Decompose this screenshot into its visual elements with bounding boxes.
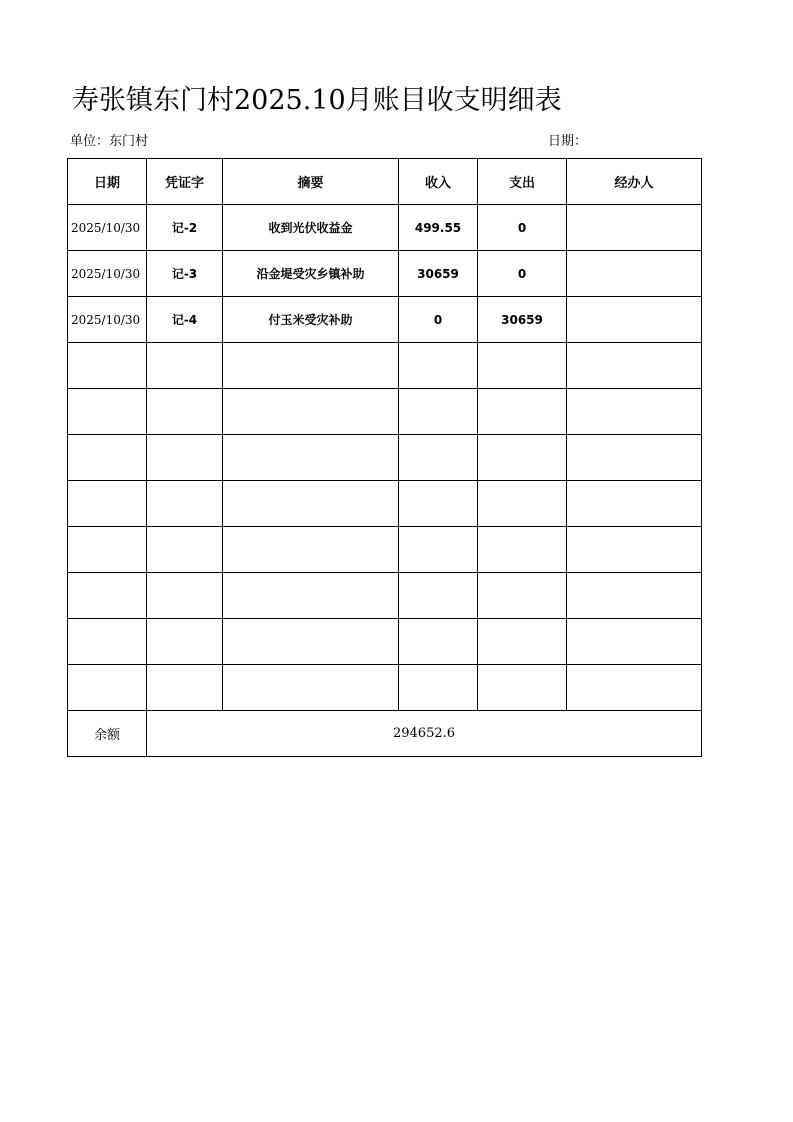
table-row xyxy=(68,527,702,573)
cell-income xyxy=(399,389,478,435)
cell-handler xyxy=(567,527,702,573)
cell-handler xyxy=(567,205,702,251)
cell-summary: 沿金堤受灾乡镇补助 xyxy=(223,251,399,297)
cell-handler xyxy=(567,481,702,527)
unit-label: 单位：东门村 xyxy=(70,134,149,149)
table-row xyxy=(68,205,702,251)
cell-income xyxy=(399,573,478,619)
cell-date xyxy=(68,389,147,435)
cell-expense: 0 xyxy=(478,205,567,251)
cell-summary xyxy=(223,527,399,573)
cell-date xyxy=(68,619,147,665)
cell-handler xyxy=(567,619,702,665)
cell-summary xyxy=(223,389,399,435)
cell-voucher xyxy=(147,527,223,573)
cell-date xyxy=(68,481,147,527)
cell-handler xyxy=(567,297,702,343)
cell-expense xyxy=(478,573,567,619)
balance-label: 余额 xyxy=(68,711,147,757)
column-header-handler: 经办人 xyxy=(567,159,702,205)
cell-handler xyxy=(567,665,702,711)
cell-handler xyxy=(567,343,702,389)
cell-summary: 收到光伏收益金 xyxy=(223,205,399,251)
cell-summary: 付玉米受灾补助 xyxy=(223,297,399,343)
cell-date xyxy=(68,573,147,619)
cell-summary xyxy=(223,573,399,619)
column-header-summary: 摘要 xyxy=(223,159,399,205)
cell-date: 2025/10/30 xyxy=(68,297,147,343)
cell-voucher xyxy=(147,481,223,527)
table-row xyxy=(68,343,702,389)
cell-voucher xyxy=(147,573,223,619)
table-row xyxy=(68,573,702,619)
cell-summary xyxy=(223,435,399,481)
cell-income xyxy=(399,527,478,573)
balance-value: 294652.6 xyxy=(147,711,702,757)
cell-expense xyxy=(478,389,567,435)
cell-summary xyxy=(223,619,399,665)
column-header-income: 收入 xyxy=(399,159,478,205)
cell-voucher: 记-4 xyxy=(147,297,223,343)
cell-handler xyxy=(567,389,702,435)
cell-expense xyxy=(478,343,567,389)
column-header-voucher: 凭证字 xyxy=(147,159,223,205)
cell-handler xyxy=(567,251,702,297)
cell-handler xyxy=(567,435,702,481)
cell-income: 30659 xyxy=(399,251,478,297)
cell-expense: 30659 xyxy=(478,297,567,343)
page-title: 寿张镇东门村2025.10月账目收支明细表 xyxy=(72,85,562,116)
cell-income xyxy=(399,481,478,527)
cell-summary xyxy=(223,481,399,527)
cell-income xyxy=(399,665,478,711)
cell-voucher xyxy=(147,619,223,665)
cell-expense xyxy=(478,619,567,665)
cell-date xyxy=(68,665,147,711)
cell-voucher: 记-2 xyxy=(147,205,223,251)
cell-income xyxy=(399,435,478,481)
date-label: 日期： xyxy=(548,134,588,149)
cell-date xyxy=(68,527,147,573)
table-row xyxy=(68,665,702,711)
cell-expense xyxy=(478,481,567,527)
table-row xyxy=(68,435,702,481)
cell-handler xyxy=(567,573,702,619)
cell-voucher xyxy=(147,343,223,389)
cell-voucher: 记-3 xyxy=(147,251,223,297)
cell-summary xyxy=(223,343,399,389)
cell-date xyxy=(68,435,147,481)
cell-summary xyxy=(223,665,399,711)
cell-expense xyxy=(478,665,567,711)
cell-voucher xyxy=(147,665,223,711)
cell-date: 2025/10/30 xyxy=(68,205,147,251)
cell-date xyxy=(68,343,147,389)
ledger-table xyxy=(67,158,702,757)
cell-income: 0 xyxy=(399,297,478,343)
cell-voucher xyxy=(147,389,223,435)
column-header-date: 日期 xyxy=(68,159,147,205)
table-row xyxy=(68,297,702,343)
cell-income: 499.55 xyxy=(399,205,478,251)
table-row xyxy=(68,619,702,665)
cell-expense xyxy=(478,435,567,481)
cell-income xyxy=(399,619,478,665)
table-row xyxy=(68,389,702,435)
table-header-row xyxy=(68,159,702,205)
cell-date: 2025/10/30 xyxy=(68,251,147,297)
cell-voucher xyxy=(147,435,223,481)
cell-expense xyxy=(478,527,567,573)
balance-row xyxy=(68,711,702,757)
table-row xyxy=(68,251,702,297)
table-row xyxy=(68,481,702,527)
cell-expense: 0 xyxy=(478,251,567,297)
column-header-expense: 支出 xyxy=(478,159,567,205)
cell-income xyxy=(399,343,478,389)
